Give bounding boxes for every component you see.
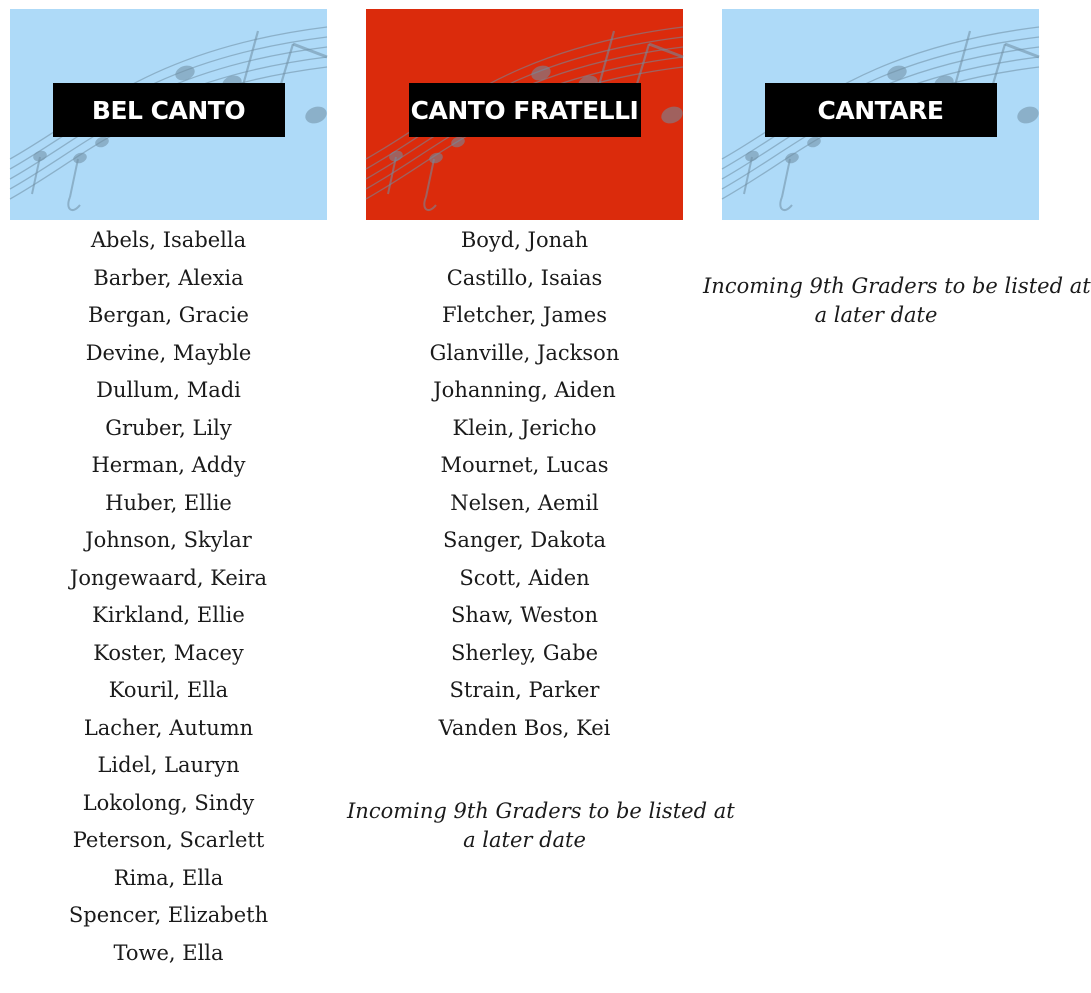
choir-banner xyxy=(722,9,1039,220)
list-item: Barber, Alexia xyxy=(93,265,244,290)
list-item: Strain, Parker xyxy=(449,678,600,702)
list-item: Huber, Ellie xyxy=(105,490,232,515)
choir-title: CANTARE xyxy=(765,83,997,137)
note-line: a later date xyxy=(814,303,938,327)
list-item: Lacher, Autumn xyxy=(83,715,254,740)
list-item: Kirkland, Ellie xyxy=(92,603,245,627)
note-line: Incoming 9th Graders to be listed at xyxy=(703,274,1091,298)
list-item: Sanger, Dakota xyxy=(442,528,607,552)
list-item: Abels, Isabella xyxy=(90,228,247,252)
list-item: Herman, Addy xyxy=(91,453,246,477)
list-item: Spencer, Elizabeth xyxy=(68,903,269,927)
list-item: Towe, Ella xyxy=(113,940,224,965)
list-item: Dullum, Madi xyxy=(96,378,241,402)
list-item: Lokolong, Sindy xyxy=(82,790,255,815)
member-list xyxy=(10,228,327,981)
choir-column-bel-canto xyxy=(10,9,327,981)
list-item: Johnson, Skylar xyxy=(85,528,252,552)
choir-column-canto-fratelli xyxy=(366,9,683,756)
list-item: Castillo, Isaias xyxy=(446,265,603,290)
note-line: Incoming 9th Graders to be listed at xyxy=(347,799,735,823)
list-item: Glanville, Jackson xyxy=(429,340,620,365)
choir-title: CANTO FRATELLI xyxy=(409,83,641,137)
list-item: Lidel, Lauryn xyxy=(97,753,240,777)
list-item: Klein, Jericho xyxy=(452,415,597,440)
list-item: Kouril, Ella xyxy=(108,678,229,702)
choir-banner xyxy=(10,9,327,220)
list-item: Sherley, Gabe xyxy=(450,640,599,665)
list-item: Peterson, Scarlett xyxy=(72,828,265,852)
list-item: Johanning, Aiden xyxy=(433,378,616,402)
note-line: a later date xyxy=(463,828,586,852)
list-item: Nelsen, Aemil xyxy=(450,490,599,515)
choir-column-cantare xyxy=(722,9,1039,220)
list-item: Fletcher, James xyxy=(441,303,607,327)
list-item: Vanden Bos, Kei xyxy=(438,715,611,740)
list-item: Shaw, Weston xyxy=(451,603,598,627)
incoming-ninth-graders-note xyxy=(347,797,735,855)
list-item: Jongewaard, Keira xyxy=(69,565,268,590)
list-item: Rima, Ella xyxy=(113,865,224,890)
member-list xyxy=(366,228,683,756)
list-item: Boyd, Jonah xyxy=(460,228,589,252)
list-item: Bergan, Gracie xyxy=(88,303,249,327)
choir-title: BEL CANTO xyxy=(53,83,285,137)
list-item: Mournet, Lucas xyxy=(440,453,609,477)
list-item: Koster, Macey xyxy=(93,640,244,665)
incoming-ninth-graders-note xyxy=(703,272,1091,330)
choir-banner xyxy=(366,9,683,220)
list-item: Gruber, Lily xyxy=(105,415,232,440)
list-item: Scott, Aiden xyxy=(459,565,590,590)
list-item: Devine, Mayble xyxy=(85,340,252,365)
